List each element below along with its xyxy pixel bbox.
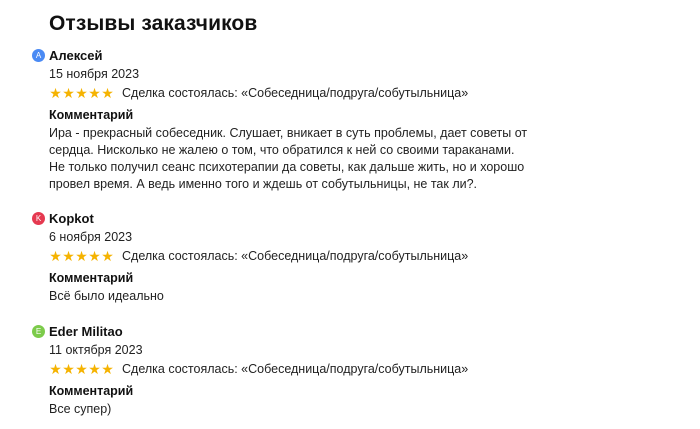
review-header <box>32 46 672 64</box>
rating-stars <box>49 85 114 101</box>
deal-row <box>49 247 672 265</box>
avatar[interactable]: K <box>32 212 45 225</box>
page-title: Отзывы заказчиков <box>49 12 258 35</box>
star-icon: ★ <box>101 248 114 264</box>
rating-stars <box>49 248 114 264</box>
star-icon: ★ <box>101 361 114 377</box>
deal-row <box>49 360 672 378</box>
star-icon: ★ <box>62 85 75 101</box>
rating-stars <box>49 361 114 377</box>
deal-status: Сделка состоялась: «Собеседница/подруга/собутыльница» <box>122 362 469 376</box>
star-icon: ★ <box>88 85 101 101</box>
star-icon: ★ <box>88 248 101 264</box>
review-item <box>32 322 672 418</box>
review-date: 11 октября 2023 <box>49 343 143 357</box>
deal-status: Сделка состоялась: «Собеседница/подруга/собутыльница» <box>122 86 469 100</box>
review-date: 6 ноября 2023 <box>49 230 133 244</box>
comment-label: Комментарий <box>49 271 134 285</box>
avatar[interactable]: А <box>32 49 45 62</box>
review-date: 15 ноября 2023 <box>49 67 140 81</box>
comment-label: Комментарий <box>49 108 134 122</box>
reviewer-name[interactable]: Алексей <box>49 47 103 63</box>
review-item <box>32 46 672 193</box>
reviewer-name[interactable]: Eder Militao <box>49 323 123 339</box>
star-icon: ★ <box>101 85 114 101</box>
comment-text: Все супер) <box>49 402 112 416</box>
deal-status: Сделка состоялась: «Собеседница/подруга/собутыльница» <box>122 249 469 263</box>
comment-label: Комментарий <box>49 384 134 398</box>
star-icon: ★ <box>88 361 101 377</box>
star-icon: ★ <box>75 361 88 377</box>
star-icon: ★ <box>49 361 62 377</box>
deal-row <box>49 84 672 102</box>
star-icon: ★ <box>62 248 75 264</box>
comment-text: Ира - прекрасный собеседник. Слушает, вникает в суть проблемы, дает советы от сердца. Нисколько не жалею о том, что обратился к ней со своими тараканами. Не только получил сеанс психотерапии да советы, как дальше жить, но и хорошо провел время. А ведь именно того и ждешь от собутыльницы, не так ли?. <box>49 126 528 191</box>
star-icon: ★ <box>49 85 62 101</box>
star-icon: ★ <box>75 85 88 101</box>
review-item <box>32 209 672 305</box>
star-icon: ★ <box>62 361 75 377</box>
reviewer-name[interactable]: Kopkot <box>49 210 94 226</box>
review-header <box>32 322 672 340</box>
star-icon: ★ <box>75 248 88 264</box>
review-header <box>32 209 672 227</box>
star-icon: ★ <box>49 248 62 264</box>
avatar[interactable]: E <box>32 325 45 338</box>
comment-text: Всё было идеально <box>49 289 164 303</box>
